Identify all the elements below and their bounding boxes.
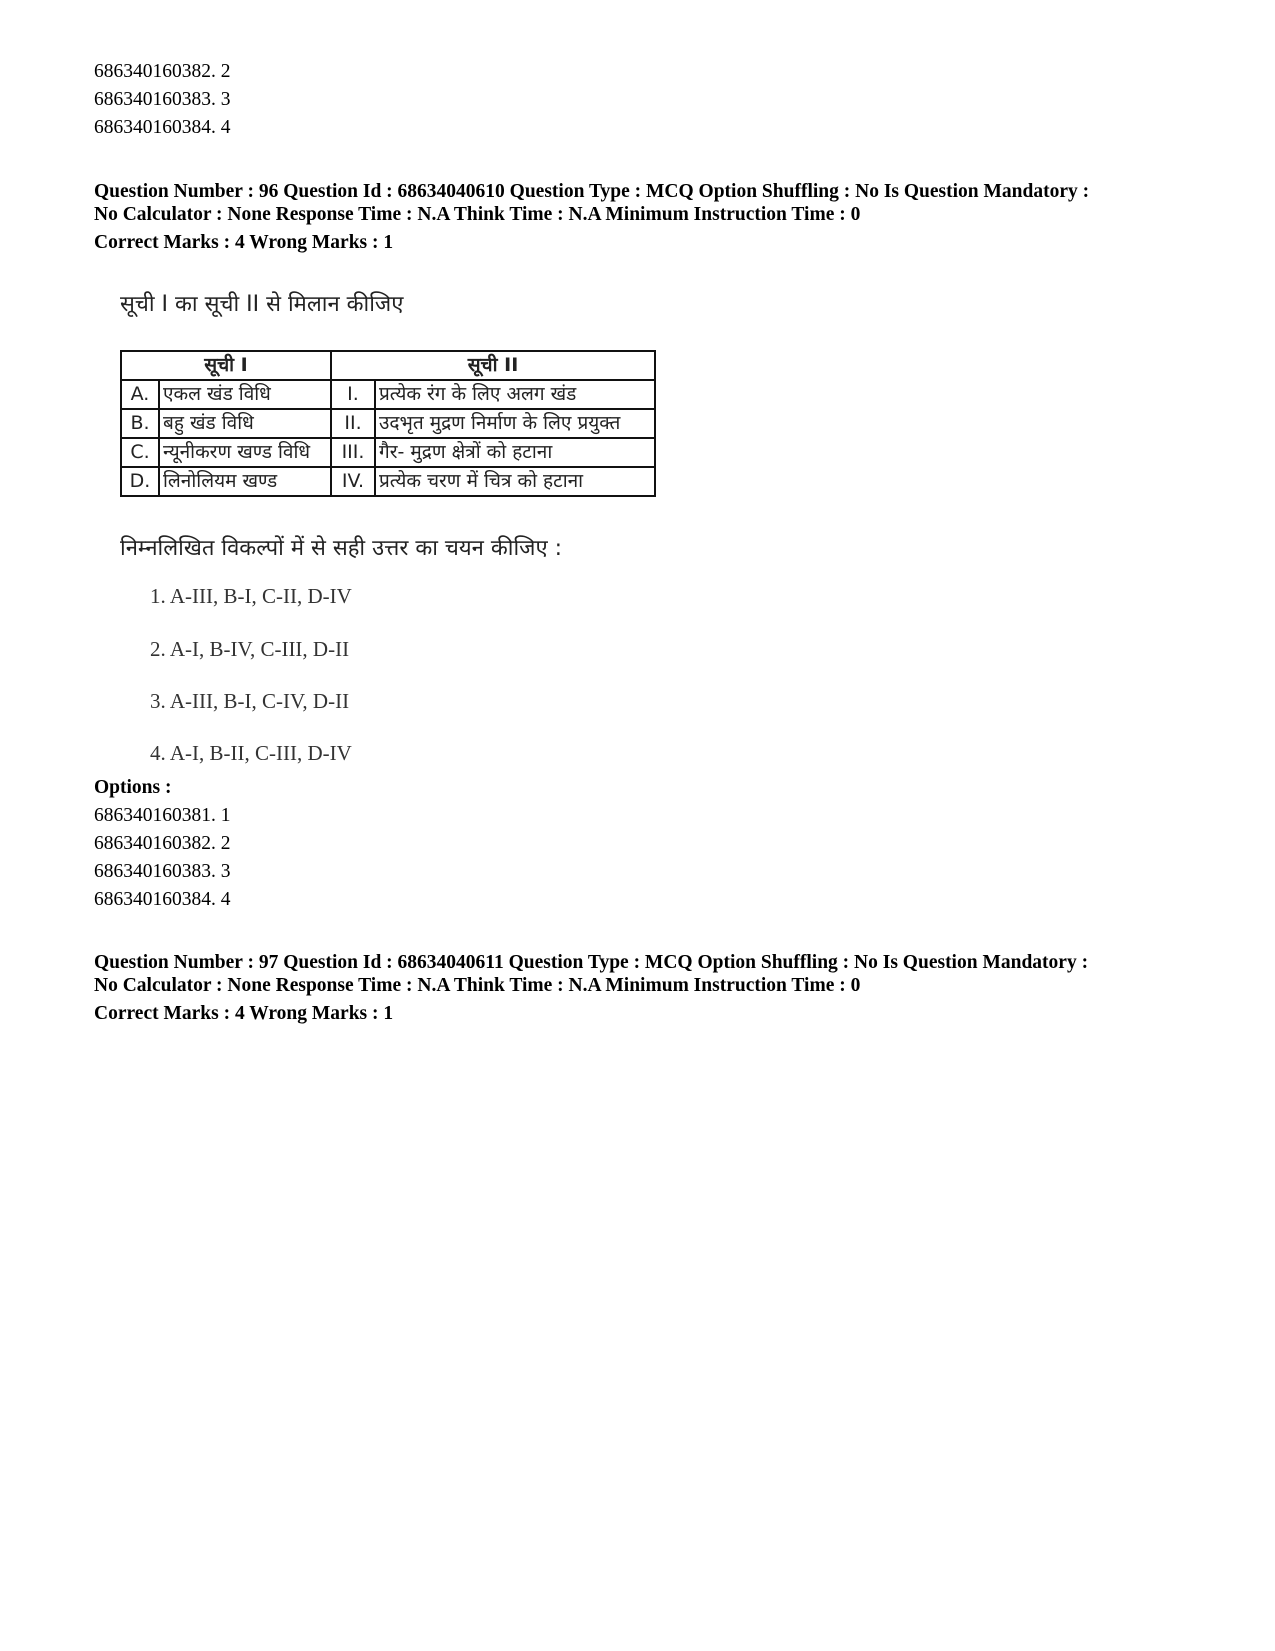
question-header-cont: No Calculator : None Response Time : N.A Think Time : N.A Minimum Instruction Time : 0 <box>94 204 861 225</box>
option-line: 686340160382. 2 <box>94 833 231 854</box>
row-letter: A. <box>121 380 159 409</box>
table-row <box>121 409 655 438</box>
answer-choice: 4. A-I, B-II, C-III, D-IV <box>150 741 352 765</box>
question-marks: Correct Marks : 4 Wrong Marks : 1 <box>94 1003 394 1024</box>
list-2-header: सूची II <box>331 351 655 380</box>
question-header: Question Number : 96 Question Id : 68634040610 Question Type : MCQ Option Shuffling : No Is Question Mandatory : <box>94 181 1090 202</box>
question-marks: Correct Marks : 4 Wrong Marks : 1 <box>94 232 394 253</box>
options-label: Options : <box>94 777 172 798</box>
list-1-item: एकल खंड विधि <box>159 380 331 409</box>
option-line: 686340160384. 4 <box>94 889 231 910</box>
list-2-item: प्रत्येक रंग के लिए अलग खंड <box>375 380 655 409</box>
match-table <box>120 350 656 497</box>
row-numeral: II. <box>331 409 375 438</box>
option-line: 686340160384. 4 <box>94 117 231 138</box>
question-prompt: निम्नलिखित विकल्पों में से सही उत्तर का चयन कीजिए : <box>120 536 563 561</box>
answer-choice: 1. A-III, B-I, C-II, D-IV <box>150 584 352 608</box>
option-line: 686340160383. 3 <box>94 861 231 882</box>
list-2-item: उदभृत मुद्रण निर्माण के लिए प्रयुक्त <box>375 409 655 438</box>
question-header: Question Number : 97 Question Id : 68634040611 Question Type : MCQ Option Shuffling : No Is Question Mandatory : <box>94 952 1089 973</box>
list-2-item: गैर- मुद्रण क्षेत्रों को हटाना <box>375 438 655 467</box>
question-header-cont: No Calculator : None Response Time : N.A Think Time : N.A Minimum Instruction Time : 0 <box>94 975 861 996</box>
list-1-item: लिनोलियम खण्ड <box>159 467 331 496</box>
row-numeral: IV. <box>331 467 375 496</box>
table-header-row <box>121 351 655 380</box>
row-numeral: III. <box>331 438 375 467</box>
option-line: 686340160382. 2 <box>94 61 231 82</box>
row-letter: D. <box>121 467 159 496</box>
list-1-header: सूची I <box>121 351 331 380</box>
row-numeral: I. <box>331 380 375 409</box>
answer-choice: 3. A-III, B-I, C-IV, D-II <box>150 689 350 713</box>
option-line: 686340160381. 1 <box>94 805 231 826</box>
question-instruction: सूची I का सूची II से मिलान कीजिए <box>120 292 404 317</box>
question-image <box>112 282 692 792</box>
answer-choice: 2. A-I, B-IV, C-III, D-II <box>150 637 350 661</box>
option-line: 686340160383. 3 <box>94 89 231 110</box>
list-1-item: बहु खंड विधि <box>159 409 331 438</box>
list-2-item: प्रत्येक चरण में चित्र को हटाना <box>375 467 655 496</box>
table-row <box>121 380 655 409</box>
table-row <box>121 467 655 496</box>
row-letter: B. <box>121 409 159 438</box>
row-letter: C. <box>121 438 159 467</box>
list-1-item: न्यूनीकरण खण्ड विधि <box>159 438 331 467</box>
table-row <box>121 438 655 467</box>
